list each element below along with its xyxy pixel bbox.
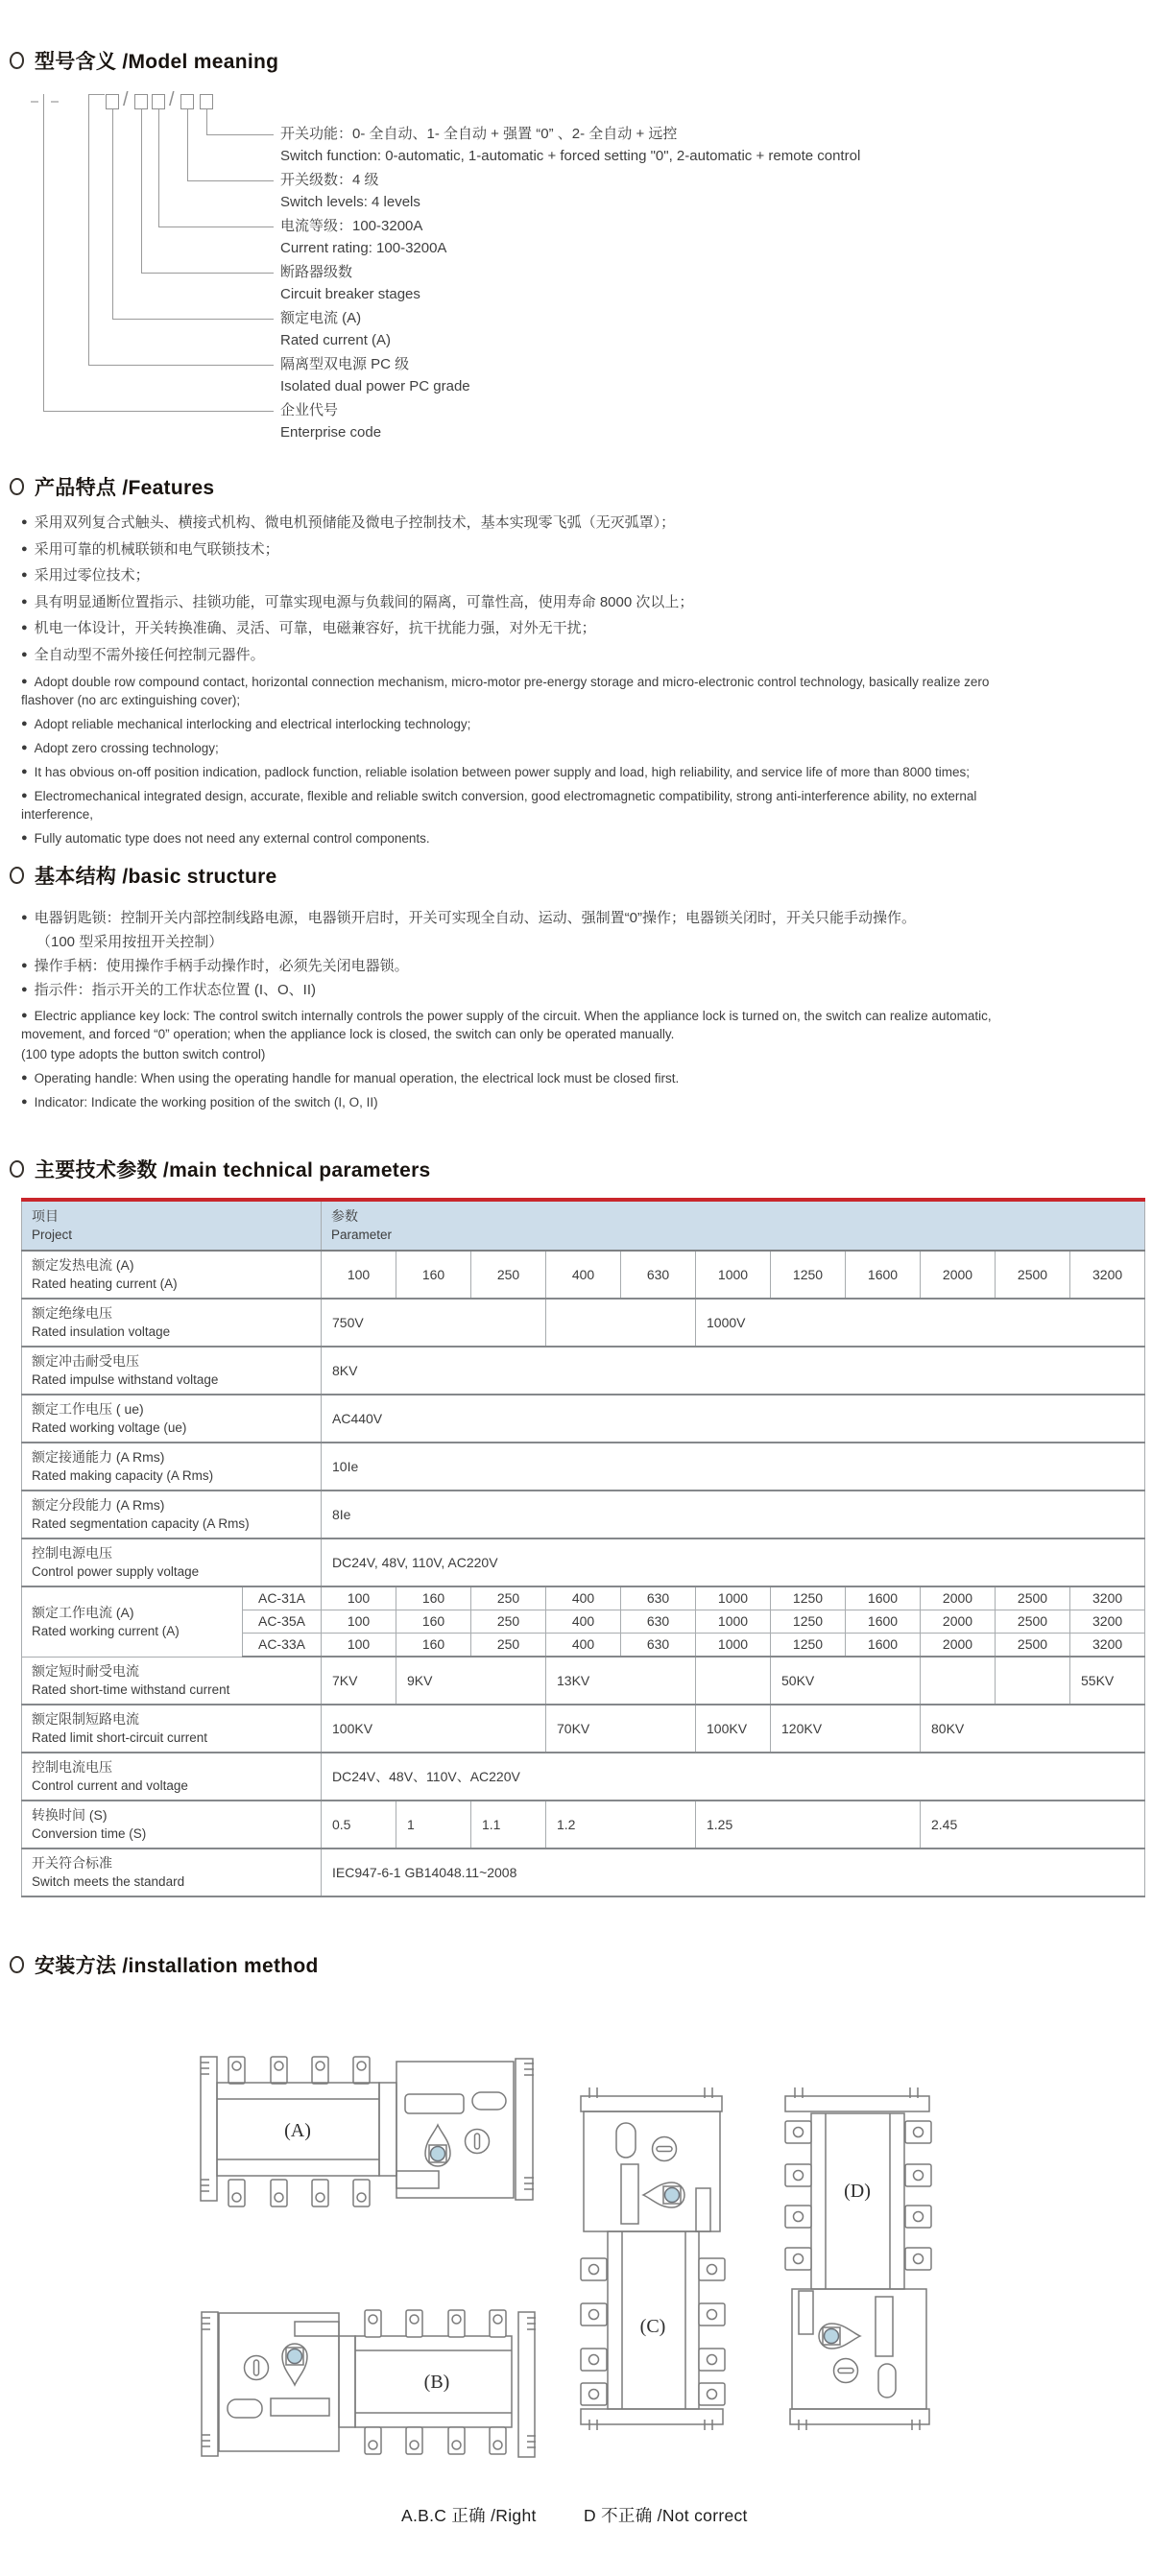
table-cell: 1250	[771, 1586, 846, 1610]
table-cell: 400	[546, 1610, 621, 1634]
row-label: 额定发热电流 (A) Rated heating current (A)	[22, 1251, 322, 1299]
section-ring-icon	[10, 1956, 24, 1973]
table-cell: 9KV	[396, 1657, 546, 1705]
indicator-droplet-icon	[819, 2324, 860, 2349]
model-label-cn: 断路器级数	[280, 264, 353, 280]
section-title-installation	[10, 1950, 319, 1979]
bullet-icon: ●	[21, 676, 28, 687]
table-cell: 1250	[771, 1251, 846, 1299]
nameplate	[271, 2398, 329, 2416]
bullet-note: （100 型采用按扭开关控制）	[36, 934, 224, 950]
model-label-en: Circuit breaker stages	[280, 286, 420, 302]
bullet-icon: ●	[21, 1072, 28, 1084]
model-code-box	[134, 94, 148, 109]
table-cell: 1000	[696, 1634, 771, 1658]
table-cell: 8KV	[322, 1347, 1145, 1395]
control-panel	[219, 2313, 339, 2451]
table-cell: 2000	[921, 1586, 996, 1610]
table-cell: 2500	[996, 1634, 1070, 1658]
model-label-cn: 开关级数：4 级	[280, 172, 379, 188]
key-switch-icon	[834, 2359, 858, 2383]
sub-label: AC-35A	[243, 1610, 322, 1634]
nameplate	[405, 2094, 464, 2113]
table-cell: 3200	[1070, 1586, 1145, 1610]
table-row-control-power-voltage	[22, 1538, 1145, 1586]
bullet-item: ● 采用可靠的机械联锁和电气联锁技术；	[21, 540, 279, 558]
model-diagram	[21, 91, 1131, 475]
table-cell: 8Ie	[322, 1491, 1145, 1538]
capsule-window	[616, 2123, 636, 2158]
table-row-segmentation-capacity	[22, 1491, 1145, 1538]
parameters-table	[21, 1198, 1145, 1897]
table-cell: 2.45	[921, 1801, 1145, 1849]
table-cell: 2000	[921, 1251, 996, 1299]
section-ring-icon	[10, 1160, 24, 1178]
leader-line-horizontal	[141, 273, 274, 274]
row-label: 额定工作电流 (A) Rated working current (A)	[22, 1586, 243, 1657]
features-bullets-en	[21, 673, 1044, 853]
bullet-icon: ●	[21, 766, 28, 777]
table-cell: 1600	[846, 1586, 921, 1610]
leader-line-horizontal	[112, 319, 274, 320]
section-title-model	[10, 46, 278, 75]
control-panel	[792, 2289, 926, 2409]
table-cell: 250	[471, 1586, 546, 1610]
row-label: 控制电流电压 Control current and voltage	[22, 1753, 322, 1801]
table-cell: 2500	[996, 1610, 1070, 1634]
table-cell: 1600	[846, 1634, 921, 1658]
table-cell: 100KV	[696, 1705, 771, 1753]
figure-c-label: (C)	[639, 2316, 666, 2337]
table-cell: 2000	[921, 1610, 996, 1634]
model-label	[280, 123, 860, 167]
leader-line-horizontal	[88, 365, 274, 366]
bullet-icon: ●	[21, 595, 28, 608]
model-label-en: Current rating: 100-3200A	[280, 240, 447, 256]
bullet-icon: ●	[21, 648, 28, 660]
table-cell: 3200	[1070, 1251, 1145, 1299]
table-row-impulse	[22, 1347, 1145, 1395]
slash-separator: /	[169, 89, 175, 110]
table-cell: 70KV	[546, 1705, 696, 1753]
table-cell	[546, 1299, 696, 1347]
model-code-box	[200, 94, 213, 109]
table-cell: 55KV	[1070, 1657, 1145, 1705]
table-cell: 3200	[1070, 1634, 1145, 1658]
table-cell: 2500	[996, 1251, 1070, 1299]
section-title-model-text: 型号含义 /Model meaning	[35, 51, 279, 73]
row-label: 转换时间 (S) Conversion time (S)	[22, 1801, 322, 1849]
table-row-insulation	[22, 1299, 1145, 1347]
key-switch-icon	[466, 2130, 490, 2154]
table-cell: 630	[621, 1586, 696, 1610]
header-project-cell: 项目 Project	[22, 1200, 322, 1251]
table-row-short-time-withstand	[22, 1657, 1145, 1705]
row-label: 额定冲击耐受电压 Rated impulse withstand voltage	[22, 1347, 322, 1395]
caption-right: A.B.C 正确 /Right	[401, 2506, 537, 2525]
section-title-structure	[10, 861, 277, 890]
table-cell: 400	[546, 1251, 621, 1299]
table-cell: 160	[396, 1586, 471, 1610]
table-row-heating	[22, 1251, 1145, 1299]
table-cell: 100	[322, 1251, 396, 1299]
table-cell: 630	[621, 1251, 696, 1299]
model-label	[280, 353, 470, 397]
table-cell: 2500	[996, 1586, 1070, 1610]
bullet-icon: ●	[21, 832, 28, 844]
features-bullets-cn	[21, 510, 1131, 668]
bullet-item: ● Fully automatic type does not need any external control components.	[21, 831, 430, 846]
indicator-droplet-icon	[282, 2344, 307, 2385]
model-label-cn: 额定电流 (A)	[280, 310, 362, 326]
table-cell: 1600	[846, 1610, 921, 1634]
model-label-cn: 电流等级：100-3200A	[280, 218, 423, 234]
table-cell: 400	[546, 1634, 621, 1658]
table-row-limit-short-circuit	[22, 1705, 1145, 1753]
table-row-making-capacity	[22, 1443, 1145, 1491]
table-cell: 1.2	[546, 1801, 696, 1849]
table-cell: 120KV	[771, 1705, 921, 1753]
dash-mark	[31, 101, 38, 103]
table-cell: IEC947-6-1 GB14048.11~2008	[322, 1849, 1145, 1896]
leader-line-vertical	[187, 109, 188, 180]
table-cell: 0.5	[322, 1801, 396, 1849]
table-header-row	[22, 1200, 1145, 1251]
bullet-item: ● 全自动型不需外接任何控制元器件。	[21, 646, 265, 663]
bullet-item: ● 机电一体设计，开关转换准确、灵活、可靠，电磁兼容好，抗干扰能力强，对外无干扰；	[21, 620, 596, 636]
section-title-parameters-text: 主要技术参数 /main technical parameters	[35, 1159, 431, 1181]
sub-label: AC-33A	[243, 1634, 322, 1658]
figure-d-label: (D)	[844, 2181, 871, 2202]
row-label: 额定短时耐受电流 Rated short-time withstand current	[22, 1657, 322, 1705]
model-label-cn: 隔离型双电源 PC 级	[280, 356, 410, 372]
key-switch-icon	[245, 2356, 269, 2380]
capsule-window	[878, 2364, 896, 2397]
mounting-plate	[516, 2059, 533, 2200]
model-label-en: Switch function: 0-automatic, 1-automatic + forced setting "0", 2-automatic + remote control	[280, 148, 861, 164]
table-cell	[921, 1657, 996, 1705]
table-cell: 250	[471, 1610, 546, 1634]
table-cell: 1.25	[696, 1801, 921, 1849]
table-cell: DC24V, 48V, 110V, AC220V	[322, 1538, 1145, 1586]
bullet-icon: ●	[21, 569, 28, 581]
table-cell: 630	[621, 1610, 696, 1634]
table-cell: 160	[396, 1610, 471, 1634]
table-cell: 3200	[1070, 1610, 1145, 1634]
mounting-plate	[790, 2409, 929, 2424]
row-label: 额定分段能力 (A Rms) Rated segmentation capacity (A Rms)	[22, 1491, 322, 1538]
model-label-en: Switch levels: 4 levels	[280, 194, 420, 210]
table-cell: 100	[322, 1586, 396, 1610]
section-title-parameters	[10, 1155, 431, 1183]
table-cell: 100	[322, 1634, 396, 1658]
comb-notches	[202, 2318, 210, 2446]
section-title-features-text: 产品特点 /Features	[35, 477, 215, 499]
bullet-icon: ●	[21, 790, 28, 801]
table-cell: 1.1	[471, 1801, 546, 1849]
bullet-item: ● 操作手柄：使用操作手柄手动操作时，必须先关闭电器锁。	[21, 958, 409, 974]
capsule-window	[472, 2092, 506, 2110]
bullet-item: ● Electromechanical integrated design, accurate, flexible and reliable switch conversion, good electromagnetic compatibility, strong anti-interference ability, no external interference,	[21, 789, 977, 822]
model-code-box	[152, 94, 165, 109]
installation-figure-c	[576, 2085, 730, 2432]
table-cell: 250	[471, 1634, 546, 1658]
bullet-item: ● 指示件：指示开关的工作状态位置 (I、O、II)	[21, 982, 316, 998]
bullet-icon: ●	[21, 542, 28, 555]
table-row-working-current	[22, 1586, 1145, 1610]
bullet-item: ● Electric appliance key lock: The control switch internally controls the power supply of the circuit. When the appliance lock is turned on, the switch can realize automatic, movement, and forced “0” operation; when the appliance lock is closed, the switch can only be operated manually.	[21, 1009, 992, 1041]
leader-line-vertical	[206, 109, 207, 134]
section-title-structure-text: 基本结构 /basic structure	[35, 866, 277, 888]
indicator-droplet-icon	[425, 2125, 450, 2166]
structure-bullets-en	[21, 1007, 1044, 1117]
table-cell: 250	[471, 1251, 546, 1299]
bullet-item: ● Adopt double row compound contact, horizontal connection mechanism, micro-motor pre-energy storage and micro-electronic control technology, basically realize zero flashover (no arc extinguishing cover);	[21, 675, 990, 707]
model-label	[280, 261, 420, 305]
bracket-dash	[88, 94, 105, 95]
model-label-en: Isolated dual power PC grade	[280, 378, 470, 394]
section-title-installation-text: 安装方法 /installation method	[35, 1955, 319, 1977]
bullet-icon: ●	[21, 1010, 28, 1021]
model-label	[280, 215, 446, 259]
bullet-item: ● It has obvious on-off position indication, padlock function, reliable isolation between power supply and load, high reliability, and service life of more than 8000 times;	[21, 765, 970, 779]
row-label: 额定接通能力 (A Rms) Rated making capacity (A Rms)	[22, 1443, 322, 1491]
table-cell: 160	[396, 1634, 471, 1658]
bullet-icon: ●	[21, 516, 28, 528]
bullet-item: ● Adopt zero crossing technology;	[21, 741, 219, 755]
model-label-cn: 开关功能：0- 全自动、1- 全自动 + 强置 “0” 、2- 全自动 + 远控	[280, 126, 678, 142]
table-cell: 630	[621, 1634, 696, 1658]
table-cell	[696, 1657, 771, 1705]
row-label: 开关符合标准 Switch meets the standard	[22, 1849, 322, 1896]
bullet-item: ● Indicator: Indicate the working position of the switch (I, O, II)	[21, 1095, 378, 1109]
table-cell: 100KV	[322, 1705, 546, 1753]
section-title-features	[10, 472, 214, 501]
nameplate	[876, 2297, 893, 2356]
model-label-en: Rated current (A)	[280, 332, 392, 348]
mounting-plate	[581, 2096, 722, 2111]
bullet-icon: ●	[21, 912, 28, 923]
row-label: 额定限制短路电流 Rated limit short-circuit current	[22, 1705, 322, 1753]
table-cell: 1000	[696, 1610, 771, 1634]
row-label: 额定绝缘电压 Rated insulation voltage	[22, 1299, 322, 1347]
section-ring-icon	[10, 478, 24, 495]
bullet-icon: ●	[21, 622, 28, 633]
installation-figure-b	[197, 2305, 538, 2467]
control-panel	[396, 2062, 514, 2198]
bullet-icon: ●	[21, 1096, 28, 1108]
comb-notches	[201, 2063, 209, 2191]
leader-line-vertical	[141, 109, 142, 273]
table-row-working-voltage	[22, 1395, 1145, 1443]
bullet-icon: ●	[21, 984, 28, 995]
bullet-note: (100 type adopts the button switch control)	[21, 1047, 266, 1061]
figure-b-label: (B)	[423, 2372, 450, 2393]
table-cell: 750V	[322, 1299, 546, 1347]
table-cell: 50KV	[771, 1657, 921, 1705]
bullet-item: ● 采用双列复合式触头、横接式机构、微电机预储能及微电子控制技术，基本实现零飞弧（无灭弧罩）；	[21, 514, 676, 531]
bullet-item: ● Operating handle: When using the operating handle for manual operation, the electrical lock must be closed first.	[21, 1071, 680, 1085]
control-panel	[584, 2111, 720, 2231]
table-cell: 1600	[846, 1251, 921, 1299]
table-cell: 2000	[921, 1634, 996, 1658]
row-label: 控制电源电压 Control power supply voltage	[22, 1538, 322, 1586]
table-cell: 13KV	[546, 1657, 696, 1705]
table-row-control-current-voltage	[22, 1753, 1145, 1801]
table-cell: DC24V、48V、110V、AC220V	[322, 1753, 1145, 1801]
leader-line-horizontal	[187, 180, 274, 181]
row-label: 额定工作电压 ( ue) Rated working voltage (ue)	[22, 1395, 322, 1443]
table-cell: 10Ie	[322, 1443, 1145, 1491]
slash-separator: /	[123, 89, 129, 110]
leader-line-vertical	[43, 94, 44, 411]
mounting-plate	[581, 2409, 723, 2424]
bullet-icon: ●	[21, 960, 28, 971]
model-code-box	[106, 94, 119, 109]
model-code-box	[180, 94, 194, 109]
table-cell: 1250	[771, 1634, 846, 1658]
model-label-cn: 企业代号	[280, 402, 339, 418]
bullet-icon: ●	[21, 742, 28, 753]
model-label	[280, 169, 420, 213]
model-label	[280, 399, 381, 443]
model-label	[280, 307, 391, 351]
parameters-table-body	[22, 1200, 1145, 1896]
bullet-item: ● 具有明显通断位置指示、挂锁功能，可靠实现电源与负载间的隔离，可靠性高，使用寿命 8000 次以上；	[21, 593, 694, 610]
installation-figure-a	[197, 2052, 538, 2213]
leader-line-vertical	[112, 109, 113, 319]
table-cell: 1250	[771, 1610, 846, 1634]
leader-line-vertical	[158, 109, 159, 227]
table-cell: 400	[546, 1586, 621, 1610]
model-label-en: Enterprise code	[280, 424, 382, 441]
indicator-droplet-icon	[643, 2182, 684, 2207]
section-ring-icon	[10, 52, 24, 69]
header-parameter-cell: 参数 Parameter	[322, 1200, 1145, 1251]
table-cell: 160	[396, 1251, 471, 1299]
table-cell	[996, 1657, 1070, 1705]
installation-figure-d	[780, 2085, 933, 2432]
capsule-window	[228, 2399, 262, 2418]
table-cell: AC440V	[322, 1395, 1145, 1443]
leader-line-horizontal	[43, 411, 274, 412]
table-cell: 1	[396, 1801, 471, 1849]
sub-label: AC-31A	[243, 1586, 322, 1610]
table-row-conversion-time	[22, 1801, 1145, 1849]
mounting-plate	[785, 2096, 929, 2111]
dash-mark	[51, 101, 59, 103]
leader-line-vertical	[88, 94, 89, 365]
table-cell: 1000	[696, 1586, 771, 1610]
table-cell: 1000	[696, 1251, 771, 1299]
table-cell: 80KV	[921, 1705, 1145, 1753]
key-switch-icon	[653, 2137, 677, 2161]
table-cell: 7KV	[322, 1657, 396, 1705]
section-ring-icon	[10, 867, 24, 884]
table-cell: 1000V	[696, 1299, 1145, 1347]
table-row-standard	[22, 1849, 1145, 1896]
structure-bullets-cn	[21, 906, 1131, 1002]
leader-line-horizontal	[206, 134, 274, 135]
caption-not-correct: D 不正确 /Not correct	[584, 2506, 748, 2525]
nameplate	[621, 2164, 638, 2224]
figure-a-label: (A)	[284, 2120, 311, 2141]
bullet-item: ● Adopt reliable mechanical interlocking and electrical interlocking technology;	[21, 717, 471, 731]
table-cell: 100	[322, 1610, 396, 1634]
bullet-item: ● 电器钥匙锁：控制开关内部控制线路电源，电器锁开启时，开关可实现全自动、运动、强制置“0”操作；电器锁关闭时，开关只能手动操作。	[21, 910, 916, 926]
bullet-item: ● 采用过零位技术；	[21, 567, 150, 584]
bullet-icon: ●	[21, 718, 28, 729]
